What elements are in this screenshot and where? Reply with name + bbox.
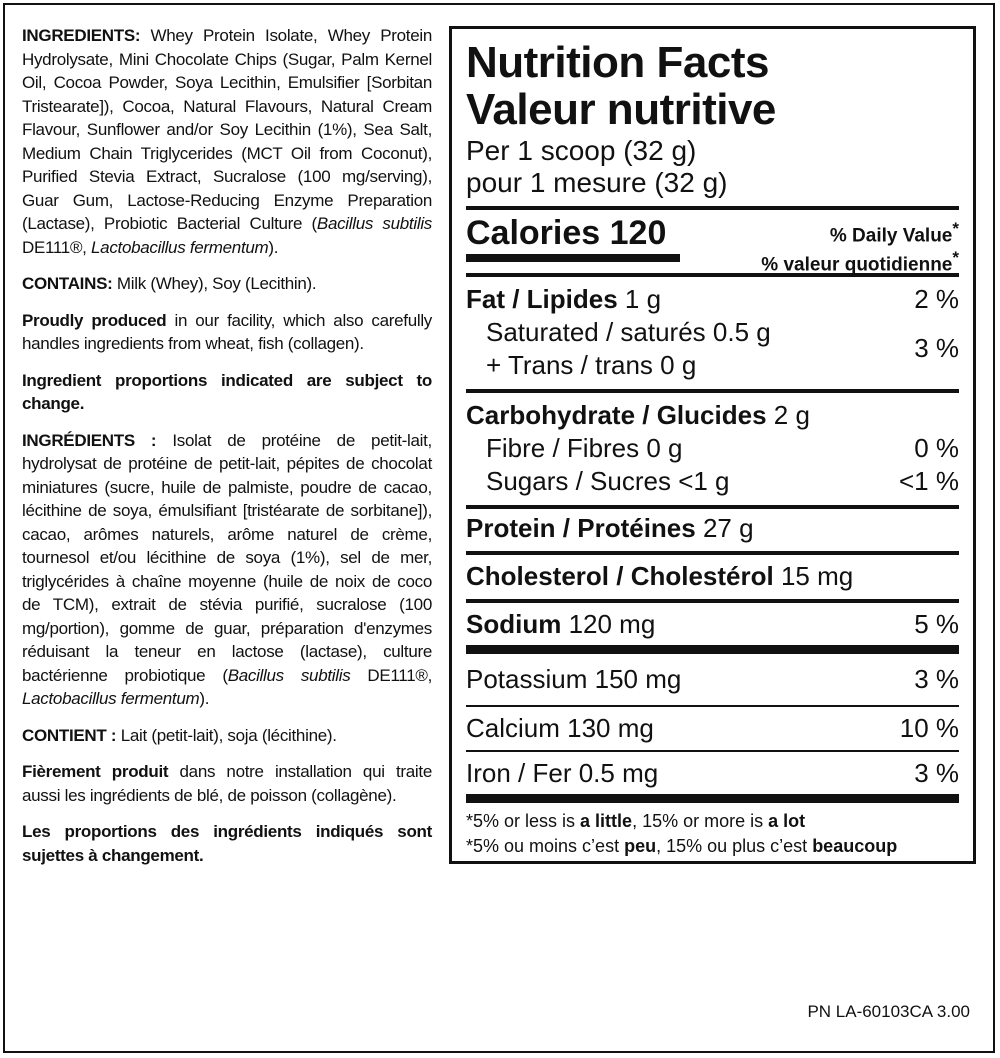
- ingredients-fr-end: ).: [199, 689, 210, 708]
- sugars-label: Sugars / Sucres <1 g: [486, 466, 730, 496]
- produced-en-text: in our facility, which also carefully handles ingredients from wheat, fish (collagen).: [22, 310, 433, 353]
- serving-size-en: Per 1 scoop (32 g): [466, 135, 697, 166]
- footnote-fr-part: *5% ou moins c’est: [466, 836, 625, 856]
- iron-percent: 3 %: [914, 758, 959, 788]
- ingredients-en-species-1: Bacillus subtilis: [316, 214, 432, 233]
- potassium-label: Potassium 150 mg: [466, 664, 682, 694]
- ingredients-fr-species-2: Lactobacillus fermentum: [22, 689, 200, 708]
- footnote-fr-beaucoup: beaucoup: [812, 836, 898, 856]
- iron-label: Iron / Fer 0.5 mg: [466, 758, 659, 788]
- daily-value-fr-star: *: [952, 248, 959, 268]
- carbohydrate-row: [466, 399, 959, 432]
- fibre-label: Fibre / Fibres 0 g: [486, 433, 683, 463]
- ingredients-fr-text: Isolat de protéine de petit-lait, hydrolysat de protéine de petit-lait, pépites de chocolat miniatures (sucre, huile de palmiste, poudre de cacao, lécithine de soya, émulsifiant [tristéarate de sorbitane]), cacao, arômes naturels, arôme naturel de crème, tournesol et/ou lécithine de soya (1%), sel de mer, triglycérides à chaîne moyenne (huile de noix de coco de TCM), extrait de stévia purifié, sucralose (100 mg/portion), gomme de guar, préparation d'enzymes réduisant la teneur en lactose (lactase), culture bactérienne probiotique (: [22, 430, 432, 685]
- carbohydrate-label: Carbohydrate / Glucides: [466, 400, 767, 430]
- fibre-percent: 0 %: [914, 433, 959, 463]
- contains-en: [22, 272, 432, 296]
- daily-value-fr: % valeur quotidienne: [761, 254, 953, 276]
- calories-underline: [466, 254, 680, 262]
- contains-en-heading: CONTAINS:: [22, 274, 113, 293]
- footnote: [466, 809, 959, 859]
- footnote-en-part2: , 15% or more is: [632, 811, 769, 831]
- contains-en-text: Milk (Whey), Soy (Lecithin).: [112, 274, 317, 293]
- divider: [466, 599, 959, 603]
- produced-en: [22, 309, 432, 356]
- ingredients-fr-strain: DE111®,: [350, 665, 433, 685]
- nutrition-title-en: Nutrition Facts: [466, 38, 769, 87]
- iron-row: [466, 757, 959, 790]
- proportions-en: [22, 369, 432, 416]
- sodium-row: [466, 608, 959, 641]
- ingredients-fr-species-1: Bacillus subtilis: [227, 665, 351, 685]
- nutrition-title-fr: Valeur nutritive: [466, 85, 776, 134]
- sugars-row: [466, 465, 959, 498]
- trans-label: + Trans / trans 0 g: [486, 350, 697, 380]
- footnote-en-little: a little: [580, 811, 633, 831]
- produced-fr-heading: Fièrement produit: [22, 762, 169, 781]
- footnote-en: [466, 809, 959, 834]
- footnote-en-part: *5% or less is: [466, 811, 581, 831]
- divider: [466, 389, 959, 393]
- fat-label: Fat / Lipides: [466, 284, 618, 314]
- produced-en-heading: Proudly produced: [22, 310, 167, 330]
- daily-value-en: % Daily Value: [829, 225, 953, 247]
- sodium-percent: 5 %: [914, 609, 959, 639]
- saturated-label: Saturated / saturés 0.5 g: [486, 317, 771, 347]
- calories-label: Calories 120: [466, 214, 667, 252]
- fat-amount: 1 g: [617, 284, 662, 314]
- divider-thick: [466, 794, 959, 803]
- nutrition-facts-panel: [449, 26, 976, 864]
- footnote-fr-part2: , 15% ou plus c’est: [656, 836, 813, 856]
- sodium-amount: 120 mg: [561, 609, 656, 639]
- calcium-percent: 10 %: [899, 713, 959, 743]
- contains-fr-heading: CONTIENT :: [22, 725, 117, 745]
- protein-amount: 27 g: [695, 513, 754, 543]
- fat-row: [466, 283, 959, 316]
- protein-label: Protein / Protéines: [466, 513, 696, 543]
- cholesterol-label: Cholesterol / Cholestérol: [466, 561, 774, 591]
- calcium-label: Calcium 130 mg: [466, 713, 654, 743]
- part-number: PN LA-60103CA 3.00: [807, 1002, 970, 1021]
- divider: [466, 705, 959, 707]
- saturated-trans-row: [466, 316, 959, 382]
- ingredients-column: [22, 24, 432, 880]
- daily-value-heading: [761, 218, 959, 277]
- footnote-fr-peu: peu: [624, 836, 657, 856]
- daily-value-star: *: [952, 219, 959, 238]
- fat-percent: 2 %: [914, 284, 959, 314]
- sugars-percent: <1 %: [899, 466, 959, 496]
- divider: [466, 505, 959, 509]
- footnote-fr: [466, 834, 959, 859]
- potassium-percent: 3 %: [914, 664, 959, 694]
- cholesterol-amount: 15 mg: [773, 561, 854, 591]
- carbohydrate-amount: 2 g: [766, 400, 810, 430]
- potassium-row: [466, 663, 959, 696]
- serving-size-fr: pour 1 mesure (32 g): [466, 167, 728, 198]
- cholesterol-row: [466, 560, 959, 593]
- ingredients-en-heading: INGREDIENTS:: [22, 26, 141, 45]
- ingredients-en-species-2: Lactobacillus fermentum: [91, 237, 269, 257]
- protein-row: [466, 512, 959, 545]
- divider: [466, 551, 959, 555]
- ingredients-fr: [22, 429, 432, 711]
- ingredients-en-end: ).: [268, 237, 279, 257]
- ingredients-fr-heading: INGRÉDIENTS :: [22, 430, 157, 450]
- contains-fr-text: Lait (petit-lait), soja (lécithine).: [116, 725, 337, 745]
- divider: [466, 750, 959, 752]
- ingredients-en: [22, 24, 432, 259]
- ingredients-en-strain: DE111®,: [22, 237, 92, 257]
- proportions-en-text: Ingredient proportions indicated are subject to change.: [22, 370, 432, 413]
- contains-fr: [22, 724, 432, 748]
- proportions-fr: [22, 820, 432, 867]
- calcium-row: [466, 712, 959, 745]
- calories-row: [466, 210, 959, 276]
- produced-fr: [22, 760, 432, 807]
- divider-thick: [466, 645, 959, 654]
- proportions-fr-text: Les proportions des ingrédients indiqués sont sujettes à changement.: [22, 822, 432, 865]
- ingredients-en-text: Whey Protein Isolate, Whey Protein Hydrolysate, Mini Chocolate Chips (Sugar, Palm Kernel Oil, Cocoa Powder, Soya Lecithin, Emulsifier [Sorbitan Tristearate]), Cocoa, Natural Flavours, Natural Cream Flavour, Sunflower and/or Soy Lecithin (1%), Sea Salt, Medium Chain Triglycerides (MCT Oil from Coconut), Purified Stevia Extract, Sucralose (100 mg/serving), Guar Gum, Lactose-Reducing Enzyme Preparation (Lactase), Probiotic Bacterial Culture (: [22, 26, 432, 233]
- footnote-en-lot: a lot: [768, 811, 806, 831]
- saturated-trans-percent: 3 %: [914, 333, 959, 363]
- fibre-row: [466, 432, 959, 465]
- produced-fr-text: dans notre installation qui traite aussi les ingrédients de blé, de poisson (collagène).: [22, 762, 432, 805]
- sodium-label: Sodium: [466, 609, 562, 639]
